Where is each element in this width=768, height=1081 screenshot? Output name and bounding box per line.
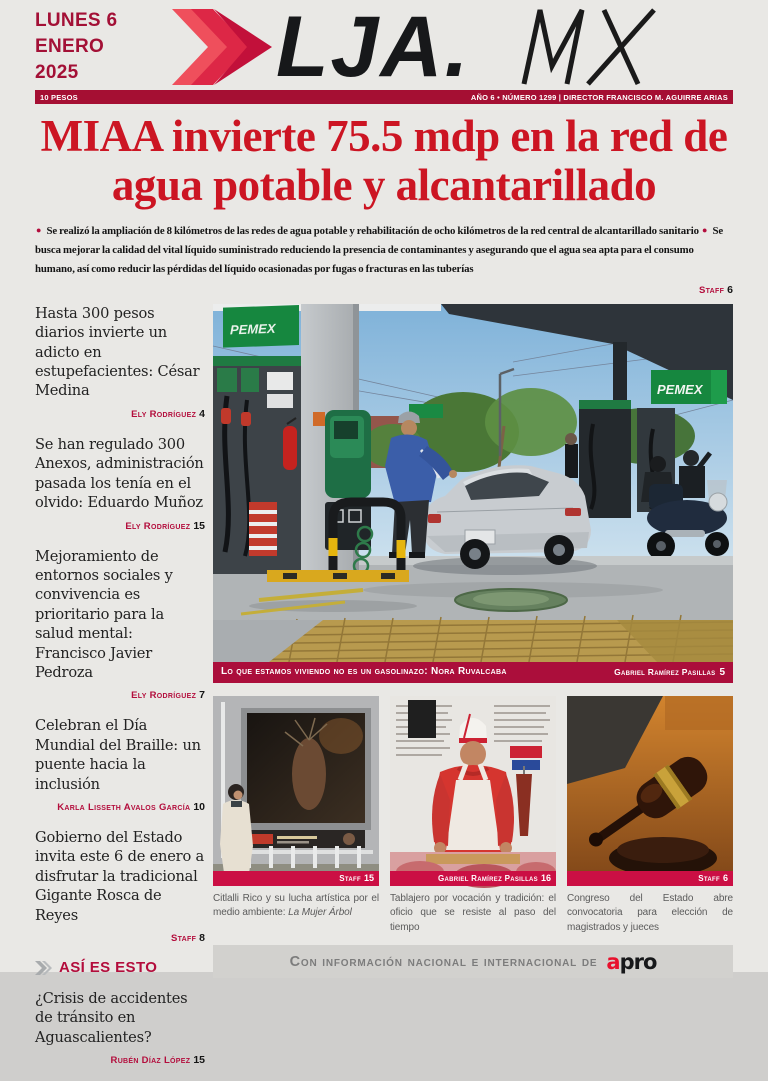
left-rail [35, 304, 205, 1081]
edition-info: AÑO 6 • NÚMERO 1299 | DIRECTOR FRANCISCO M. AGUIRRE ARIAS [470, 92, 728, 102]
svg-text:PEMEX: PEMEX [657, 381, 703, 397]
card-congreso [567, 696, 733, 936]
date-line-3: 2025 [35, 62, 79, 83]
lead-headline: MIAA invierte 75.5 mdp en la red de agua potable y alcantarillado [40, 111, 728, 210]
rail-story-byline: Ely Rodríguez 7 [131, 689, 205, 702]
bullet-icon: ● [36, 225, 42, 236]
price-label: 10 PESOS [40, 92, 78, 102]
card-photo-gavel [567, 696, 733, 886]
rail-story-headline: Se han regulado 300 Anexos, administración pasada los tenía en el olvido: Eduardo Muñoz [35, 435, 204, 512]
striped-sign [249, 502, 277, 556]
rail-story-headline: Hasta 300 pesos diarios invierte un adicto en estupefacientes: César Medina [35, 304, 200, 400]
rail-story [35, 716, 205, 815]
pemex-sign-left [223, 305, 299, 348]
card-byline-bar: Staff 15 [213, 871, 379, 886]
rail-story-headline: Celebran el Día Mundial del Braille: un puente hacia la inclusión [35, 717, 201, 793]
deck-item-2: Se busca mejorar la calidad del vital líquido suministrado reduciendo la presencia de contaminantes y asegurando que el agua sea apta para el consumo humano, así como reducir las pérdidas del líquido ocasionadas por fugas o fracturas en las tuberías [35, 225, 724, 275]
apro-logo: apro [606, 949, 657, 974]
footer-strip [213, 945, 733, 978]
card-byline-bar: Staff 6 [567, 871, 733, 886]
section-label: ASÍ ES ESTO [59, 959, 158, 977]
photo-caption-title: Lo que estamos viviendo no es un gasolinazo: Nora Ruvalcaba [221, 665, 507, 677]
card-tablajero [390, 696, 556, 936]
lead-byline [35, 280, 733, 298]
rail-story [35, 435, 205, 534]
photo-caption-byline: Gabriel Ramírez Pasillas 5 [614, 667, 725, 679]
gas-station-illustration [213, 304, 733, 660]
rail-story-byline: Karla Lisseth Avalos García 10 [57, 800, 205, 813]
gavel-illustration [567, 696, 733, 886]
rail-story-byline: Rubén Díaz López 15 [110, 1054, 205, 1067]
deck-item-1: Se realizó la ampliación de 8 kilómetros de las redes de agua potable y rehabilitación de ocho kilómetros de la red central de alcantarillado sanitario [46, 225, 699, 238]
lead-photo-caption-bar [213, 660, 733, 683]
lead-deck [35, 222, 733, 279]
card-caption: Congreso del Estado abre convocatoria para elección de magistrados y jueces [567, 892, 733, 933]
logo-lja-text: LJA. [276, 0, 471, 95]
rail-story-byline: Ely Rodríguez 4 [131, 407, 205, 420]
lead-photo-gas-station [213, 304, 733, 660]
pemex-sign-right [651, 370, 727, 404]
butcher-illustration [390, 696, 556, 886]
lja-mx-logo [172, 0, 717, 95]
footer-text: Con información nacional e internacional de [289, 953, 598, 970]
bullet-icon: ● [702, 225, 708, 236]
logo-mx-glyph [524, 10, 654, 84]
rail-story-headline: ¿Crisis de accidentes de tránsito en Aguascalientes? [35, 990, 188, 1046]
date-line-2: ENERO [35, 36, 105, 57]
card-photo-butcher [390, 696, 556, 886]
section-asi-es-esto [35, 959, 205, 976]
card-byline-bar: Gabriel Ramírez Pasillas 16 [390, 871, 556, 886]
card-mujer-arbol [213, 696, 379, 936]
billboard-illustration [213, 696, 379, 886]
edition-date [35, 8, 117, 86]
rail-story-headline: Gobierno del Estado invita este 6 de enero a disfrutar la tradicional Gigante Rosca de Reyes [35, 828, 204, 924]
card-photo-billboard [213, 696, 379, 886]
rail-story-headline: Mejoramiento de entornos sociales y convivencia es prioritario para la salud mental: Francisco Javier Pedroza [35, 547, 173, 681]
date-line-1: LUNES 6 [35, 10, 118, 31]
byline-author: Staff [698, 284, 725, 296]
rail-story-byline: Ely Rodríguez 15 [125, 519, 205, 532]
rail-story [35, 989, 205, 1068]
svg-text:PEMEX: PEMEX [230, 320, 276, 338]
brick-pavers [213, 615, 733, 662]
secondary-stories [213, 696, 733, 936]
card-caption: Tablajero por vocación y tradición: el oficio que se resiste al paso del tiempo [390, 892, 556, 933]
section-chevron-icon [35, 961, 52, 975]
rail-story [35, 304, 205, 422]
rail-story [35, 828, 205, 946]
rail-story [35, 547, 205, 704]
byline-page: 6 [727, 283, 733, 296]
rail-story-byline: Staff 8 [170, 932, 205, 945]
content-column [213, 304, 733, 1081]
chevron-arrow-icon [172, 9, 272, 85]
card-caption: Citlalli Rico y su lucha artística por el medio ambiente: La Mujer Árbol [213, 892, 379, 919]
main-area [35, 304, 733, 1081]
masthead [0, 0, 768, 95]
